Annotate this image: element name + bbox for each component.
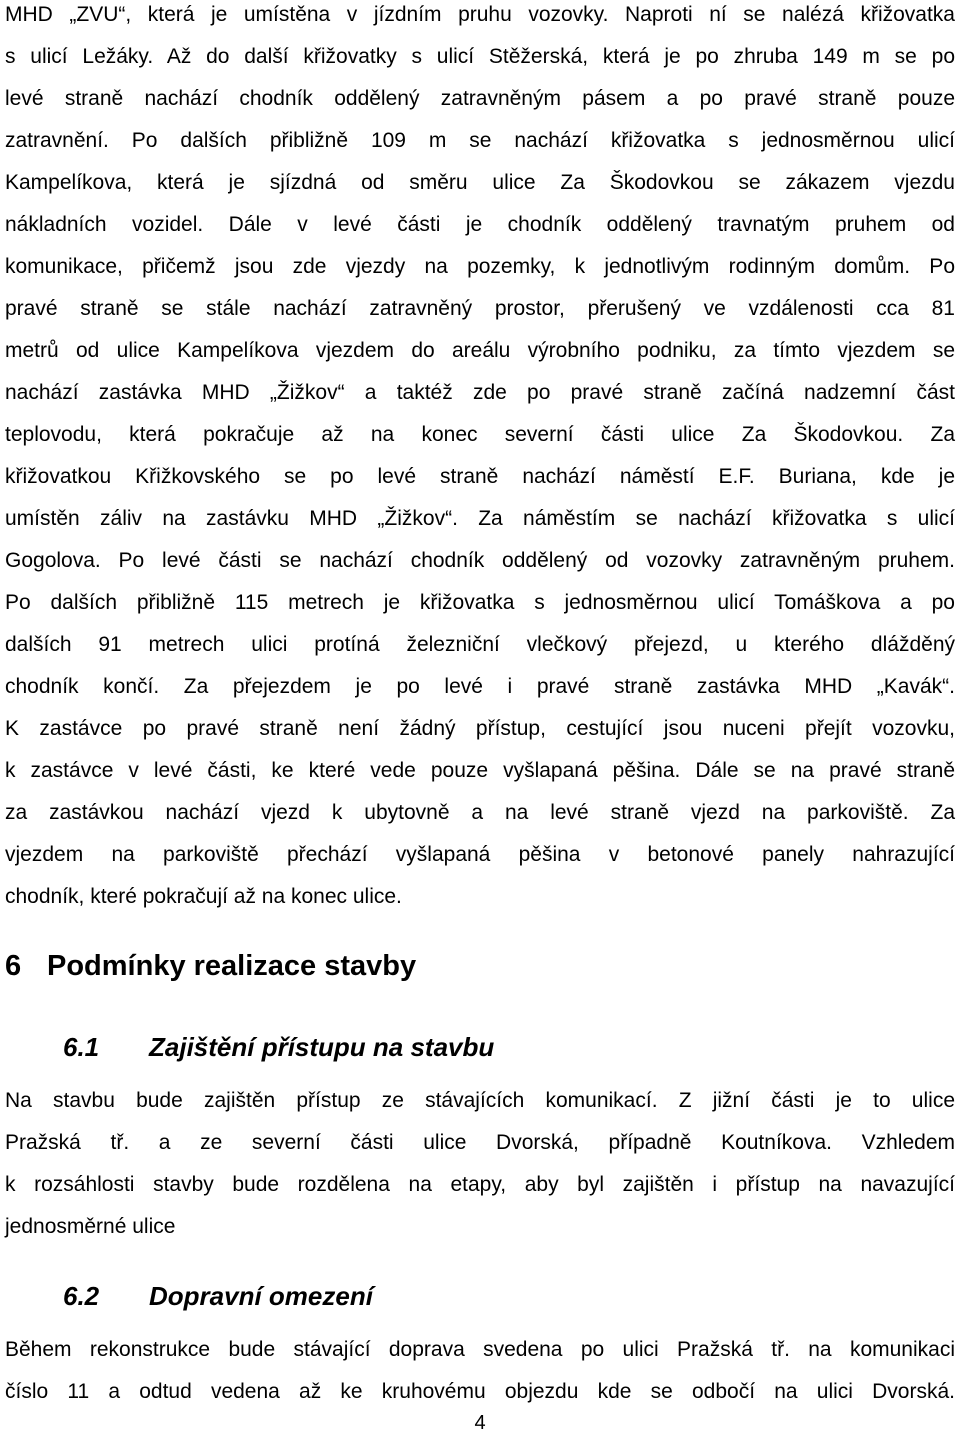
text-line: k zastávce v levé části, ke které vede pouze vyšlapaná pěšina. Dále se na pravé straně	[5, 759, 955, 782]
heading-title: Dopravní omezení	[149, 1281, 373, 1311]
text-line: MHD „ZVU“, která je umístěna v jízdním pruhu vozovky. Naproti ní se nalézá křižovatka	[5, 3, 955, 26]
text-line: Pražská tř. a ze severní části ulice Dvorská, případně Koutníkova. Vzhledem	[5, 1131, 955, 1154]
text-line: komunikace, přičemž jsou zde vjezdy na pozemky, k jednotlivým rodinným domům. Po	[5, 255, 955, 278]
text-line: s ulicí Ležáky. Až do další křižovatky s ulicí Stěžerská, která je po zhruba 149 m se po	[5, 45, 955, 68]
text-line: umístěn záliv na zastávku MHD „Žižkov“. Za náměstím se nachází křižovatka s ulicí	[5, 507, 955, 530]
text-line: číslo 11 a odtud vedena až ke kruhovému objezdu kde se odbočí na ulici Dvorská.	[5, 1380, 955, 1403]
text-line: dalších 91 metrech ulici protíná železniční vlečkový přejezd, u kterého dlážděný	[5, 633, 955, 656]
text-line: levé straně nachází chodník oddělený zatravněným pásem a po pravé straně pouze	[5, 87, 955, 110]
text-line: za zastávkou nachází vjezd k ubytovně a na levé straně vjezd na parkoviště. Za	[5, 801, 955, 824]
heading-number: 6.2	[63, 1281, 100, 1311]
text-line: chodník končí. Za přejezdem je po levé i pravé straně zastávka MHD „Kavák“.	[5, 675, 955, 698]
text-line: Gogolova. Po levé části se nachází chodník oddělený od vozovky zatravněným pruhem.	[5, 549, 955, 572]
text-line: Během rekonstrukce bude stávající doprava svedena po ulici Pražská tř. na komunikaci	[5, 1338, 955, 1361]
heading-number: 6.1	[63, 1032, 100, 1062]
text-line: vjezdem na parkoviště přechází vyšlapaná pěšina v betonové panely nahrazující	[5, 843, 955, 866]
text-line: K zastávce po pravé straně není žádný přístup, cestující jsou nuceni přejít vozovku,	[5, 717, 955, 740]
text-line: Na stavbu bude zajištěn přístup ze stávajících komunikací. Z jižní části je to ulice	[5, 1089, 955, 1112]
text-line: zatravnění. Po dalších přibližně 109 m se nachází křižovatka s jednosměrnou ulicí	[5, 129, 955, 152]
text-line: metrů od ulice Kampelíkova vjezdem do areálu výrobního podniku, za tímto vjezdem se	[5, 339, 955, 362]
section-heading-6	[5, 950, 416, 983]
text-line: nachází zastávka MHD „Žižkov“ a taktéž zde po pravé straně začíná nadzemní část	[5, 381, 955, 404]
heading-title: Zajištění přístupu na stavbu	[149, 1032, 495, 1062]
text-line: křižovatkou Křižkovského se po levé straně nachází náměstí E.F. Buriana, kde je	[5, 465, 955, 488]
section-heading-6-2	[63, 1281, 373, 1312]
section-heading-6-1	[63, 1032, 494, 1063]
text-line: teplovodu, která pokračuje až na konec severní části ulice Za Škodovkou. Za	[5, 423, 955, 446]
text-line: Kampelíkova, která je sjízdná od směru ulice Za Škodovkou se zákazem vjezdu	[5, 171, 955, 194]
heading-title: Podmínky realizace stavby	[47, 950, 417, 982]
text-line: k rozsáhlosti stavby bude rozdělena na etapy, aby byl zajištěn i přístup na navazující	[5, 1173, 955, 1196]
text-line: pravé straně se stále nachází zatravněný prostor, přerušený ve vzdálenosti cca 81	[5, 297, 955, 320]
text-line: nákladních vozidel. Dále v levé části je chodník oddělený travnatým pruhem od	[5, 213, 955, 236]
text-line: chodník, které pokračují až na konec ulice.	[5, 885, 402, 908]
heading-number: 6	[5, 950, 22, 982]
text-line: jednosměrné ulice	[5, 1215, 176, 1238]
page-number: 4	[474, 1412, 486, 1434]
text-line: Po dalších přibližně 115 metrech je křižovatka s jednosměrnou ulicí Tomáškova a po	[5, 591, 955, 614]
